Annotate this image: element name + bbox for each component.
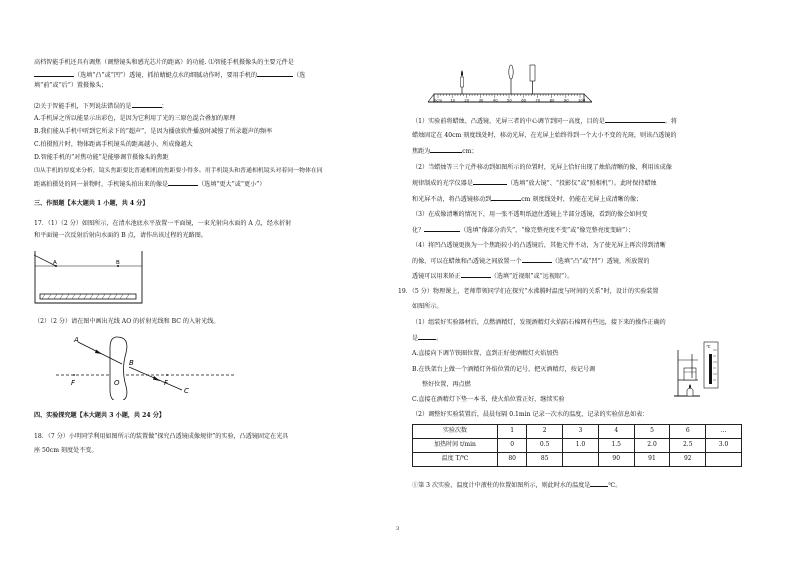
q18-item-1c: 焦距为 cm；	[412, 148, 478, 155]
q18-item-2b: 规律制成的光学仪器是 （选填“放大镜”、“投影仪”或“照相机”）。此时保持蜡烛	[412, 180, 657, 187]
answer-blank	[473, 178, 507, 185]
answer-blank	[424, 225, 460, 232]
bench-tick-label: 20	[464, 97, 470, 103]
table-row: 实验次数 1 2 3 4 5 6 …	[413, 425, 742, 439]
data-table	[412, 424, 742, 467]
bench-tick-label: 90	[563, 97, 569, 103]
option-b: B.我们能从手机中听到它所录下的“超声”，是因为播放软件播放时减慢了所录超声的频率	[34, 128, 273, 135]
light-screen	[530, 65, 535, 81]
bench-tick-label: 100	[578, 97, 586, 103]
answer-blank	[34, 70, 74, 77]
concave-lens	[110, 337, 127, 400]
table-row: 温度 T/℃ 80 85 90 91 92	[413, 453, 742, 467]
q19-line-4: 是 。	[412, 335, 443, 342]
intro-line-5: ⑶从手机的厚度来分析，镜头焦距要比普通相机的焦距要小得多。用手机镜头和普通相机镜头对着同一物体在同	[34, 168, 323, 174]
q18-item-3b: 化？ （选填“像部分消失”、“像完整亮度不变”或“像完整亮度变暗”）；	[412, 227, 635, 234]
q18-line-1: 18．（7 分）小明同学利用如图所示的装置做“探究凸透镜成像规律”的实验，凸透镜固定在光具	[34, 433, 289, 440]
intro-line-1: 高档智能手机还具有调焦（调整镜头和感光芯片的距离）的功能. ⑴智能手机摄像头的主要元件是	[34, 59, 294, 66]
q19-line-5: （2）调整好实验装置后，晨晨每隔 0.1min 记录一次水的温度，记录的实验信息如表：	[412, 411, 649, 418]
alcohol-lamp	[687, 388, 693, 396]
ray-arrow	[153, 376, 160, 381]
q19-option-c: C.直接在酒精灯下垫一本书，使火焰位置正好，继续实验	[412, 396, 565, 403]
q18-item-2a: （2）当蜡烛等三个元件移动到如图所示的位置时，光屏上恰好出现了烛焰清晰的像，利用该成像	[412, 164, 672, 171]
answer-blank	[461, 271, 491, 278]
label-f-left: F	[71, 379, 76, 387]
bench-tick-label: 40	[492, 97, 498, 103]
ray-arrow	[95, 350, 102, 355]
label-b: B	[129, 359, 134, 367]
boiling-apparatus	[670, 340, 726, 400]
answer-blank	[590, 480, 608, 487]
bench-tick-label: 50	[507, 97, 512, 103]
q19-option-b-2: 整好位置，再点燃	[422, 381, 471, 388]
answer-blank	[168, 179, 198, 186]
table-row: 加热时间 t/min 0 0.5 1.0 1.5 2.0 2.5 3.0	[413, 439, 742, 453]
q17-line-2: 和平面镜一次反射后射向水面的 B 点，请作出该过程的光路图。	[34, 232, 207, 239]
answer-blank	[418, 333, 436, 340]
q19-option-a: A.直接向下调节铁圈位置，直到正好使酒精灯火焰加热	[412, 350, 559, 357]
label-f-right: F	[164, 379, 169, 387]
label-c: C	[184, 387, 189, 395]
q19-option-b-1: B.在铁架台上做一个酒精灯外焰位置的记号，把灭酒精灯，按记号调	[412, 366, 596, 373]
bench-tick-label: 30	[478, 97, 484, 103]
q19-line-3: （1）组装好实验器材后，点燃酒精灯，发现酒精灯火焰陷石棉网有些远，接下来的操作正确的	[412, 319, 666, 326]
answer-blank	[605, 116, 665, 123]
convex-lens	[509, 65, 513, 79]
bench-tick-label: 60	[521, 97, 527, 103]
q18-item-3a: （3）在成像清晰的情况下，用一张不透明纸遮住透镜上半部分透镜，看到的像会如何变	[412, 211, 648, 218]
option-d: D.智能手机的“对焦功能”是能够调节摄像头的焦距	[34, 154, 169, 161]
thermometer-unit: ℃	[706, 344, 711, 349]
candle	[461, 77, 464, 87]
bench-tick-label: 0cm	[434, 97, 443, 103]
q18-item-1a: （1）实验前将蜡烛、凸透镜、光屏三者的中心调节到同一高度，目的是 。将	[412, 118, 677, 125]
answer-blank	[491, 194, 521, 201]
answer-blank	[430, 146, 462, 153]
q18-item-4b: 的像，可以在蜡烛和凸透镜之间放置一个 （选填“凸”或“凹”）透镜，所放置的	[412, 258, 650, 265]
candle-flame	[461, 70, 463, 77]
intro-line-2: （选填“凸”或“凹”）透镜，抓拍蜻蜓点水的细腻动作时，要用手机的 （选	[34, 70, 305, 82]
beaker	[684, 368, 696, 380]
lens-diagram	[34, 330, 264, 400]
bench-tick-label: 10	[450, 97, 456, 103]
intro-line-6: 距离拍摄处的同一景物时，手机镜头拍出来的像是 （选填“更大”或“更小”）	[34, 181, 266, 188]
intro-line-4: ⑵关于智能手机，下列说法错误的是 ；	[34, 103, 168, 110]
option-c: C.拍摄照片时，物体距离手机镜头的距离越小，所成像越大	[34, 141, 193, 148]
q18-line-2: 座 50cm 刻度处不变。	[34, 447, 98, 454]
q17-line-1: 17．（1）（2 分）如图所示，在清水池底水平放置一平面镜，一束光射向水面的 A 点，经水折射	[34, 220, 292, 227]
pool-diagram	[34, 250, 154, 310]
label-o: O	[114, 379, 120, 387]
option-a: A.手机屏之所以能显示出彩色，是因为它利用了光的三原色混合叠加的原理	[34, 115, 236, 122]
page-number: 3	[396, 526, 400, 532]
q17-part-2: （2）（2 分）请在图中画出光线 AO 的折射光线和 BC 的入射光线。	[34, 318, 220, 325]
q18-item-1b: 蜡烛固定在 40cm 刻度线处时，移动光屏，在光屏上始终得到一个大小不变的光斑，则该凸透镜的	[412, 132, 677, 139]
q18-item-2c: 和光屏不动，将凸透镜移动到 cm 刻度线处时，仍能在光屏上成清晰的像；	[412, 196, 643, 203]
q19-line-6: ①第 3 次实验，温度计中液柱的位置如图所示，则此时水的温度是 ℃。	[412, 482, 622, 489]
section-3-title: 三、作图题【本大题共 1 小题，共 4 分】	[34, 200, 149, 207]
answer-blank	[257, 70, 293, 77]
bench-tick-label: 80	[549, 97, 555, 103]
optical-bench	[422, 58, 602, 110]
q18-item-4c: 透镜可以用来矫正 （选填“近视眼”或“远视眼”）。	[412, 273, 574, 280]
section-4-title: 四、实验探究题【本大题共 3 小题，共 24 分】	[34, 412, 165, 419]
bench-tick-label: 70	[535, 97, 541, 103]
q18-item-4a: （4）将凹凸透镜更换为一个焦距较小的凸透镜后，其他元件不动，为了使光屏上再次得到清晰	[412, 242, 666, 249]
label-a: A	[74, 336, 79, 344]
answer-blank	[132, 101, 162, 108]
q19-line-1: 19．（5 分）物理课上，老师带领同学们在探究“水沸腾时温度与时间的关系”时，设计的实验装置	[398, 288, 659, 295]
intro-line-3: 填“前”或“后”）置摄像头；	[34, 82, 108, 89]
point-b-label: B	[116, 260, 120, 266]
answer-blank	[522, 256, 552, 263]
point-a-label: A	[53, 260, 57, 266]
q19-line-2: 如图所示。	[412, 303, 443, 310]
